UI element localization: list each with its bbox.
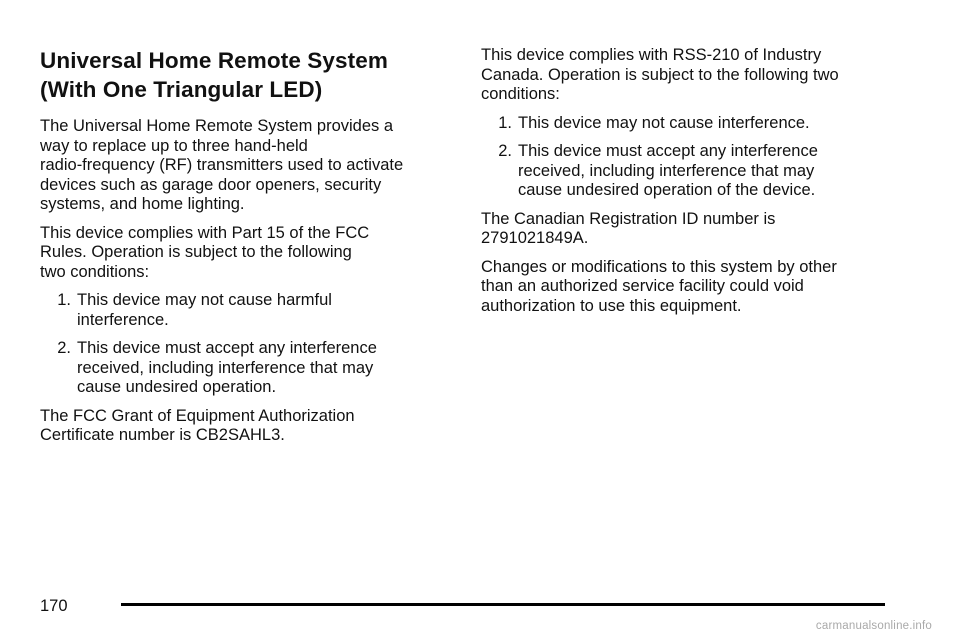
section-title: Universal Home Remote System (With One Triangular LED) xyxy=(40,48,388,102)
list-item xyxy=(40,291,440,330)
modifications-warning-paragraph: Changes or modifications to this system by other than an authorized service facility could void authorization to use this equipment. xyxy=(481,257,837,315)
fcc-compliance-paragraph: This device complies with Part 15 of the FCC Rules. Operation is subject to the following two conditions: xyxy=(40,223,370,281)
industry-canada-paragraph: This device complies with RSS-210 of Industry Canada. Operation is subject to the following two conditions: xyxy=(481,46,839,103)
page-number: 170 xyxy=(40,597,68,615)
list-item xyxy=(481,114,881,134)
watermark-text: carmanualsonline.info xyxy=(815,620,932,632)
fcc-conditions-list xyxy=(40,291,440,398)
list-item-number: 2. xyxy=(57,339,71,357)
list-item-number: 1. xyxy=(57,291,71,309)
list-item xyxy=(481,142,881,201)
list-item-text: This device may not cause harmful interference. xyxy=(77,291,332,329)
right-column xyxy=(481,46,881,325)
list-item-text: This device may not cause interference. xyxy=(518,113,810,132)
list-item-text: This device must accept any interference received, including interference that may cause undesired operation. xyxy=(77,339,377,396)
list-item-text: This device must accept any interference received, including interference that may cause undesired operation of the device. xyxy=(518,142,818,199)
fcc-certificate-paragraph: The FCC Grant of Equipment Authorization Certificate number is CB2SAHL3. xyxy=(40,406,355,444)
left-column xyxy=(40,46,440,455)
list-item-number: 1. xyxy=(498,113,512,132)
ic-conditions-list xyxy=(481,114,881,201)
list-item xyxy=(40,339,440,398)
list-item-number: 2. xyxy=(498,142,512,160)
intro-paragraph: The Universal Home Remote System provides a way to replace up to three hand-held radio-frequency (RF) transmitters used to activate devices such as garage door openers, security systems, and home lighting. xyxy=(40,117,404,213)
canadian-registration-paragraph: The Canadian Registration ID number is 2791021849A. xyxy=(481,209,776,247)
footer-divider xyxy=(121,603,885,606)
